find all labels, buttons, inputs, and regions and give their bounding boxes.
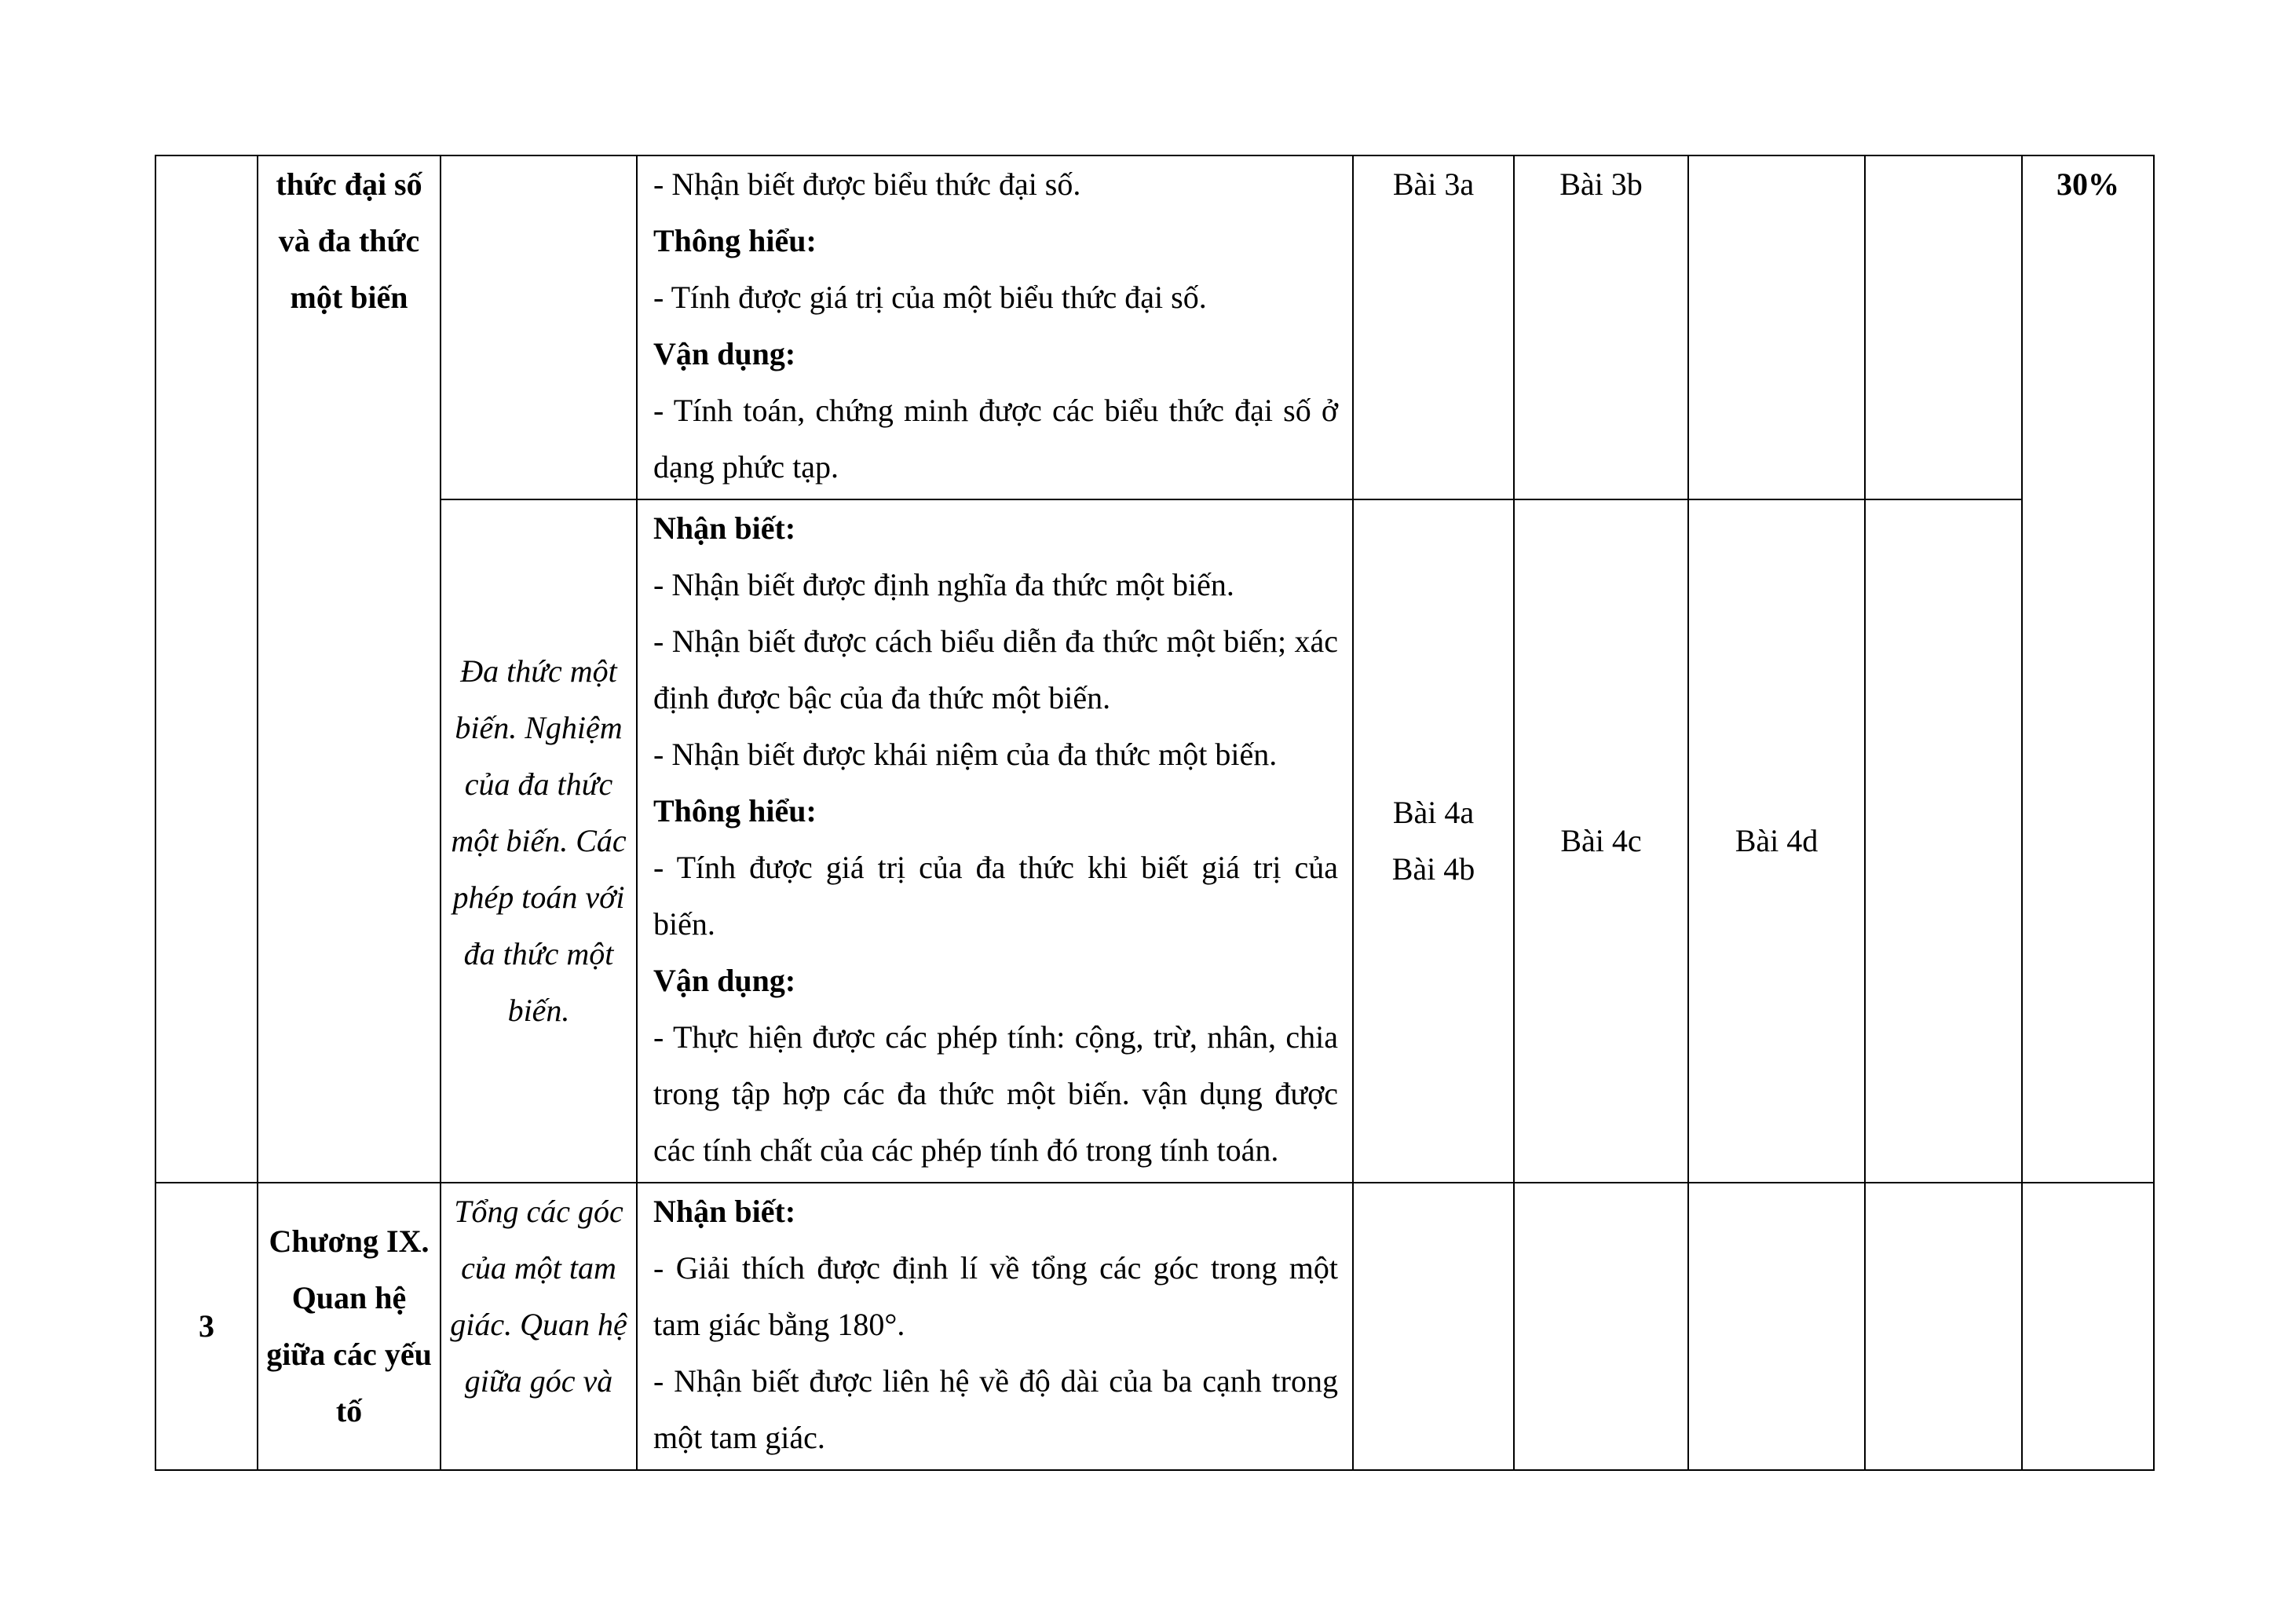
description-line: - Tính được giá trị của một biểu thức đại số. xyxy=(653,280,1207,315)
knowledge-matrix-table xyxy=(155,155,2155,1471)
recognition-cell xyxy=(1353,155,1514,499)
percent-cell xyxy=(2022,155,2154,1183)
unit-cell xyxy=(441,1183,637,1470)
description-cell xyxy=(637,155,1353,499)
stt-cell xyxy=(155,1183,258,1470)
description-cell xyxy=(637,1183,1353,1470)
description-heading: Thông hiểu: xyxy=(653,793,817,828)
description-heading: Vận dụng: xyxy=(653,336,796,371)
application-cell xyxy=(1688,499,1865,1183)
description-line: - Nhận biết được khái niệm của đa thức một biến. xyxy=(653,737,1278,772)
percent-value: 30% xyxy=(2057,166,2119,202)
description-line: - Nhận biết được định nghĩa đa thức một biến. xyxy=(653,567,1234,602)
description-line: - Nhận biết được liên hệ về độ dài của ba cạnh trong một tam giác. xyxy=(653,1363,1338,1455)
description-line: - Nhận biết được cách biểu diễn đa thức một biến; xác định được bậc của đa thức một biến. xyxy=(653,624,1338,715)
table-row xyxy=(155,1183,2154,1470)
description-line: - Tính được giá trị của đa thức khi biết giá trị của biến. xyxy=(653,850,1338,942)
percent-cell xyxy=(2022,1183,2154,1470)
high-application-cell xyxy=(1865,155,2022,499)
unit-text: Đa thức một biến. Nghiệm của đa thức một biến. Các phép toán với đa thức một biến. xyxy=(451,653,627,1028)
unit-cell xyxy=(441,499,637,1183)
unit-text: Tổng các góc của một tam giác. Quan hệ giữa góc và xyxy=(450,1194,627,1399)
description-heading: Nhận biết: xyxy=(653,1194,796,1229)
recognition-cell xyxy=(1353,1183,1514,1470)
comprehension-cell xyxy=(1514,155,1688,499)
table-row xyxy=(155,155,2154,499)
description-line: - Tính toán, chứng minh được các biểu thức đại số ở dạng phức tạp. xyxy=(653,393,1338,485)
topic-cell xyxy=(258,1183,441,1470)
stt-cell xyxy=(155,155,258,1183)
high-application-cell xyxy=(1865,499,2022,1183)
unit-cell xyxy=(441,155,637,499)
topic-text: thức đại số và đa thức một biến xyxy=(276,166,422,315)
topic-cell xyxy=(258,155,441,1183)
comprehension-cell xyxy=(1514,499,1688,1183)
question-ref: Bài 4d xyxy=(1735,823,1819,858)
topic-text: Chương IX. Quan hệ giữa các yếu tố xyxy=(266,1223,432,1428)
question-ref: Bài 3b xyxy=(1559,166,1643,202)
question-ref: Bài 4b xyxy=(1391,851,1475,887)
description-line: - Giải thích được định lí về tổng các góc trong một tam giác bằng 180°. xyxy=(653,1250,1338,1342)
comprehension-cell xyxy=(1514,1183,1688,1470)
description-heading: Thông hiểu: xyxy=(653,223,817,258)
high-application-cell xyxy=(1865,1183,2022,1470)
description-cell xyxy=(637,499,1353,1183)
table-row xyxy=(155,499,2154,1183)
application-cell xyxy=(1688,155,1865,499)
description-line: - Nhận biết được biểu thức đại số. xyxy=(653,166,1081,202)
question-ref: Bài 3a xyxy=(1392,166,1475,202)
stt-value: 3 xyxy=(199,1308,214,1344)
description-heading: Nhận biết: xyxy=(653,510,796,546)
description-heading: Vận dụng: xyxy=(653,963,796,998)
description-line: - Thực hiện được các phép tính: cộng, trừ, nhân, chia trong tập hợp các đa thức một biến. vận dụng được các tính chất của các phép tính đó trong tính toán. xyxy=(653,1019,1338,1168)
recognition-cell xyxy=(1353,499,1514,1183)
application-cell xyxy=(1688,1183,1865,1470)
question-ref: Bài 4c xyxy=(1560,823,1642,858)
question-ref: Bài 4a xyxy=(1392,795,1475,830)
